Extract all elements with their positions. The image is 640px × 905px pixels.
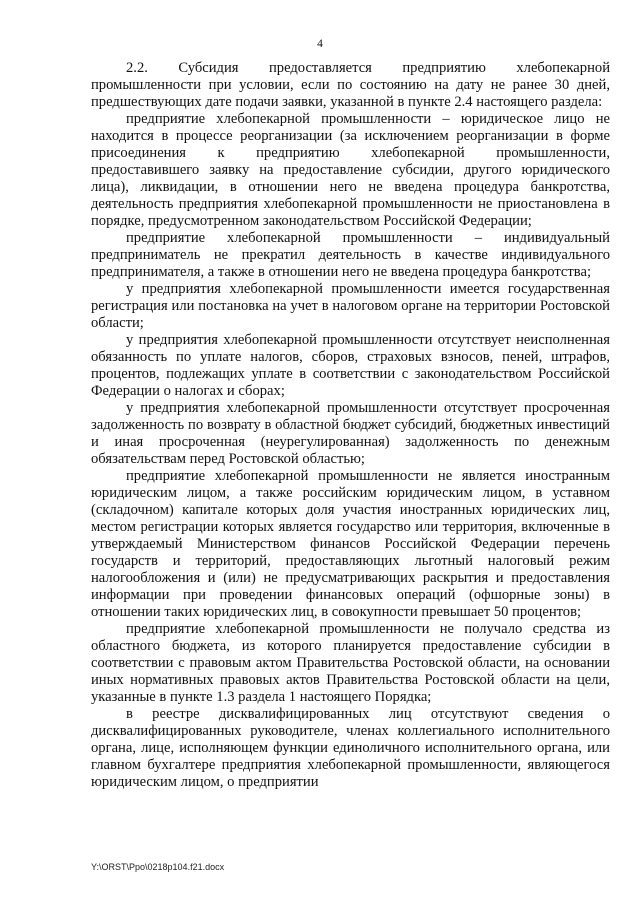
- paragraph-no-prior-funding: предприятие хлебопекарной промышленности не получало средства из областного бюджета, из которого планируется предоставление субсидии в соответствии с правовым актом Правительства Ростовской области, на основании иных нормативных правовых актов Правительства Ростовской области на цели, указанные в пункте 1.3 раздела 1 настоящего Порядка;: [91, 621, 610, 705]
- document-body: [91, 60, 610, 791]
- footer-file-path: Y:\ORST\Ppo\0218p104.f21.docx: [91, 862, 225, 872]
- paragraph-entrepreneur-active: предприятие хлебопекарной промышленности – индивидуальный предприниматель не прекратил деятельность в качестве индивидуального предпринимателя, а также в отношении него не введена процедура банкротства;: [91, 230, 610, 280]
- paragraph-disqualified-registry: в реестре дисквалифицированных лиц отсутствуют сведения о дисквалифицированных руководителе, членах коллегиального исполнительного органа, лице, исполняющем функции единоличного исполнительного органа, или главном бухгалтере предприятия хлебопекарной промышленности, являющегося юридическим лицом, о предприятии: [91, 706, 610, 790]
- paragraph-no-overdue-debt: у предприятия хлебопекарной промышленности отсутствует просроченная задолженность по возврату в областной бюджет субсидий, бюджетных инвестиций и иная просроченная (неурегулированная) задолженность по денежным обязательствам перед Ростовской областью;: [91, 400, 610, 467]
- paragraph-no-tax-debt: у предприятия хлебопекарной промышленности отсутствует неисполненная обязанность по уплате налогов, сборов, страховых взносов, пеней, штрафов, процентов, подлежащих уплате в соответствии с законодательством Российской Федерации о налогах и сборах;: [91, 332, 610, 399]
- paragraph-not-foreign-entity: предприятие хлебопекарной промышленности не является иностранным юридическим лицом, а также российским юридическим лицом, в уставном (складочном) капитале которых доля участия иностранных юридических лиц, местом регистрации которых является государство или территория, включенные в утверждаемый Министерством финансов Российской Федерации перечень государств и территорий, предоставляющих льготный налоговый режим налогообложения и (или) не предусматривающих раскрытия и предоставления информации при проведении финансовых операций (офшорные зоны) в отношении таких юридических лиц, в совокупности превышает 50 процентов;: [91, 468, 610, 620]
- paragraph-2-2-intro: 2.2. Субсидия предоставляется предприятию хлебопекарной промышленности при условии, если по состоянию на дату не ранее 30 дней, предшествующих дате подачи заявки, указанной в пункте 2.4 настоящего раздела:: [91, 60, 610, 110]
- paragraph-no-reorganization: предприятие хлебопекарной промышленности – юридическое лицо не находится в процессе реорганизации (за исключением реорганизации в форме присоединения к предприятию хлебопекарной промышленности, предоставившего заявку на предоставление субсидии, другого юридического лица), ликвидации, в отношении него не введена процедура банкротства, деятельность предприятия хлебопекарной промышленности не приостановлена в порядке, предусмотренном законодательством Российской Федерации;: [91, 111, 610, 229]
- paragraph-state-registration: у предприятия хлебопекарной промышленности имеется государственная регистрация или постановка на учет в налоговом органе на территории Ростовской области;: [91, 281, 610, 331]
- page-number: 4: [317, 38, 323, 50]
